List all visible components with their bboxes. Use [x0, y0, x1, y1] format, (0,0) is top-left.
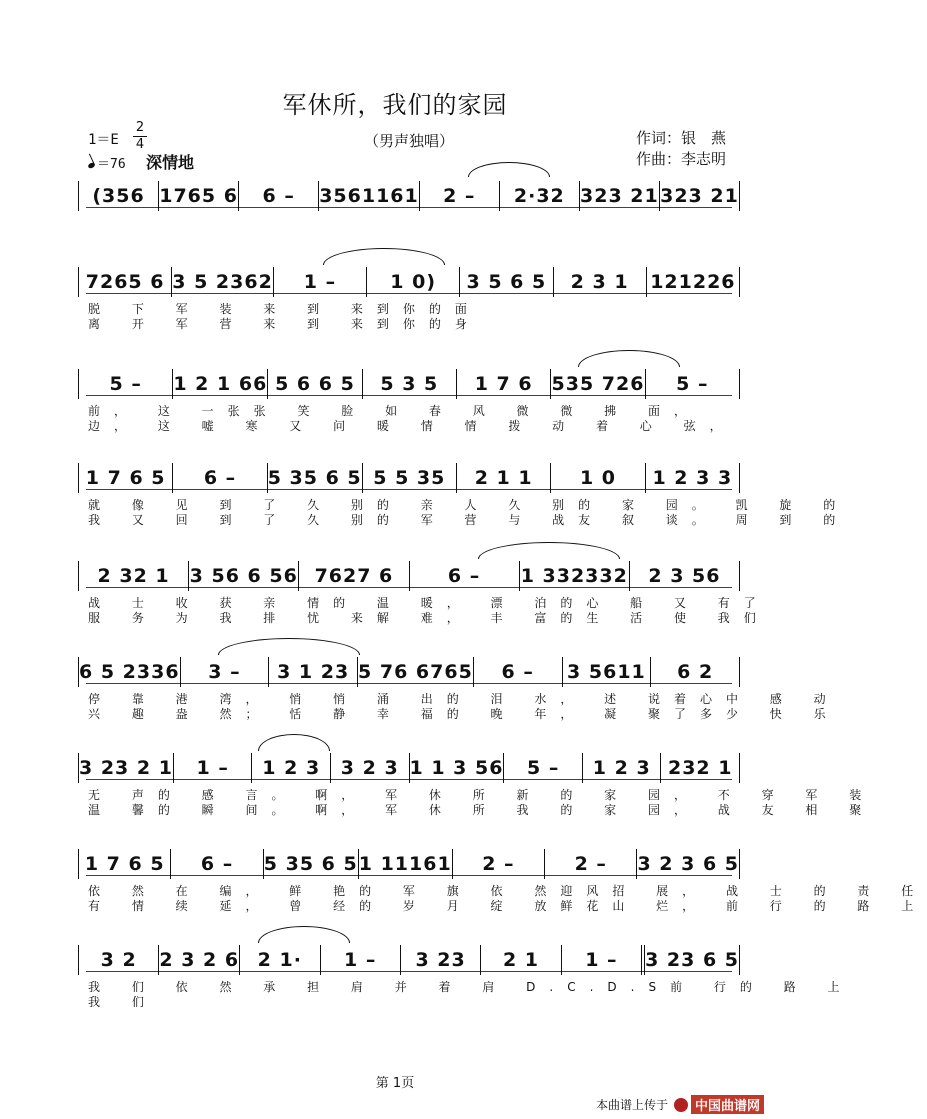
beam-line — [86, 971, 732, 972]
measure-row — [78, 748, 740, 788]
measure-row — [78, 176, 740, 216]
measure: 7265 6 — [78, 267, 172, 297]
measure: 5 – — [646, 369, 740, 399]
measure: 2 32 1 — [78, 561, 189, 591]
measure: 1 7 6 5 — [78, 463, 173, 493]
measure: 1 0 — [551, 463, 645, 493]
measure-row — [78, 262, 740, 302]
lyrics-verse-1: 依 然 在 编， 鲜 艳的 军 旗 依 然迎风招 展， 战 士 的 责 任 — [88, 884, 927, 898]
measure: 1 2 1 66 — [173, 369, 268, 399]
beam-line — [86, 207, 732, 208]
measure: 3 5 2362 — [172, 267, 274, 297]
score-system-9 — [78, 940, 854, 1020]
slur — [578, 350, 680, 367]
measure: 3 23 6 5 — [645, 945, 740, 975]
measure: 7627 6 — [299, 561, 409, 591]
beam-line — [86, 395, 732, 396]
expression-marking: 深情地 — [146, 153, 195, 172]
measure: 6 – — [474, 657, 563, 687]
measure-row — [78, 458, 740, 498]
quarter-note-icon — [87, 162, 95, 169]
beam-line — [86, 875, 732, 876]
measure: 1 11161 — [359, 849, 453, 879]
slur — [323, 248, 445, 265]
score-system-5 — [78, 556, 770, 636]
measure: 1 – — [321, 945, 401, 975]
measure: 2·32 — [500, 181, 580, 211]
measure: 3 2 — [78, 945, 159, 975]
performance-type: （男声独唱） — [364, 132, 455, 150]
measure: 6 – — [171, 849, 263, 879]
beam-line — [86, 293, 732, 294]
beam-line — [86, 683, 732, 684]
measure: 3 – — [181, 657, 270, 687]
measure-row — [78, 364, 740, 404]
beam-line — [86, 587, 732, 588]
lyrics-verse-2: 有 情 续 延， 曾 经的 岁 月 绽 放鲜花山 烂， 前 行 的 路 上 — [88, 899, 927, 913]
measure: 1 2 3 3 — [646, 463, 740, 493]
lyrics-verse-2: 边， 这 嘘 寒 又 问 暖 情 情 拨 动 着 心 弦， — [88, 419, 736, 433]
slur — [258, 926, 350, 943]
measure-row — [78, 556, 740, 596]
measure: 121226 — [647, 267, 740, 297]
lyrics-verse-2: 离 开 军 营 来 到 来到你的身 — [88, 317, 481, 331]
measure: 2 3 2 6 — [159, 945, 240, 975]
measure: 5 35 6 5 — [268, 463, 363, 493]
measure: 3 5611 — [563, 657, 652, 687]
measure: 5 35 6 5 — [264, 849, 359, 879]
measure: 2 1· — [240, 945, 320, 975]
measure: 5 6 6 5 — [268, 369, 362, 399]
lyrics-verse-1: 脱 下 军 装 来 到 来到你的面 — [88, 302, 481, 316]
lyricist: 作词：银 燕 — [636, 129, 727, 147]
measure: 2 3 1 — [554, 267, 647, 297]
measure-row — [78, 652, 740, 692]
upload-text: 本曲谱上传于 — [596, 1098, 669, 1112]
composer: 作曲：李志明 — [636, 150, 727, 168]
measure: 5 – — [78, 369, 173, 399]
lyrics-verse-2: 温 馨的 瞬 间。 啊， 军 休 所 我 的 家 园， 战 友 相 聚 — [88, 803, 876, 817]
score-system-7 — [78, 748, 876, 828]
lyrics-verse-1: 战 士 收 获 亲 情的 温 暖， 漂 泊的心 船 又 有了 — [88, 596, 770, 610]
measure: 1 7 6 5 — [78, 849, 171, 879]
measure: 6 5 2336 — [78, 657, 181, 687]
measure: 2 1 — [481, 945, 561, 975]
measure: 1 2 3 — [583, 753, 662, 783]
upload-credit — [596, 1095, 764, 1114]
lyrics-verse-1: 停 靠 港 湾， 悄 悄 涌 出的 泪 水， 述 说着心中 感 动 — [88, 692, 840, 706]
measure: 3 5 6 5 — [460, 267, 553, 297]
measure: 3 23 2 1 — [78, 753, 174, 783]
slur — [468, 162, 550, 177]
measure: 535 726 — [551, 369, 645, 399]
measure: 2 – — [420, 181, 500, 211]
measure: 1 2 3 — [252, 753, 331, 783]
lyrics-verse-2: 服 务 为 我 排 忧 来解 难， 丰 富的生 活 使 我们 — [88, 611, 770, 625]
measure-row — [78, 940, 740, 980]
lyrics-verse-1: 就 像 见 到 了 久 别的 亲 人 久 别的 家 园。 凯 旋 的 — [88, 498, 850, 512]
measure: (356 — [78, 181, 159, 211]
page-number: 第 1页 — [375, 1076, 415, 1091]
measure: 5 – — [504, 753, 583, 783]
score-system-4 — [78, 458, 850, 538]
time-signature — [133, 120, 147, 153]
measure: 323 21 — [660, 181, 740, 211]
measure: 3 2 3 — [331, 753, 410, 783]
measure: 2 3 56 — [630, 561, 740, 591]
song-title: 军休所，我们的家园 — [282, 91, 508, 119]
lyrics-verse-2: 我 们 — [88, 995, 158, 1009]
score-system-6 — [78, 652, 840, 732]
site-logo-icon — [674, 1098, 688, 1112]
site-logo[interactable] — [674, 1095, 764, 1114]
beam-line — [86, 489, 732, 490]
measure: 1 7 6 — [457, 369, 551, 399]
measure: 5 3 5 — [363, 369, 457, 399]
beam-line — [86, 779, 732, 780]
measure: 1 1 3 56 — [410, 753, 505, 783]
measure: 232 1 — [661, 753, 740, 783]
measure: 2 – — [545, 849, 637, 879]
measure: 6 2 — [651, 657, 740, 687]
measure: 1 0) — [367, 267, 460, 297]
slur — [258, 734, 330, 751]
measure: 3 1 23 — [269, 657, 358, 687]
measure: 323 21 — [580, 181, 660, 211]
lyrics-verse-2: 我 又 回 到 了 久 别的 军 营 与 战友 叙 谈。 周 到 的 — [88, 513, 850, 527]
measure: 1 – — [562, 945, 645, 975]
measure: 1 332332 — [520, 561, 630, 591]
lyrics-verse-2: 兴 趣 盎 然； 恬 静 幸 福的 晚 年， 凝 聚了多少 快 乐 — [88, 707, 840, 721]
measure: 3561161 — [319, 181, 420, 211]
key-signature: 1＝E — [88, 132, 119, 148]
score-system-1 — [78, 176, 740, 246]
measure: 6 – — [410, 561, 520, 591]
credits — [636, 128, 726, 170]
measure: 6 – — [239, 181, 319, 211]
tempo-value: ＝76 — [97, 157, 126, 172]
tempo-marking — [88, 153, 126, 172]
score-system-8 — [78, 844, 927, 924]
measure: 2 1 1 — [457, 463, 551, 493]
measure: 3 2 3 6 5 — [637, 849, 740, 879]
slur — [218, 638, 360, 655]
score-system-3 — [78, 364, 740, 444]
score-system-2 — [78, 262, 740, 342]
measure: 3 23 — [401, 945, 481, 975]
measure: 1765 6 — [159, 181, 239, 211]
measure: 2 – — [453, 849, 545, 879]
lyrics-verse-1: 无 声的 感 言。 啊， 军 休 所 新 的 家 园， 不 穿 军 装 — [88, 788, 876, 802]
measure: 1 – — [174, 753, 253, 783]
measure: 5 76 6765 — [358, 657, 474, 687]
lyrics-verse-1: 前， 这 一张张 笑 脸 如 春 风 微 微 拂 面， — [88, 404, 700, 418]
measure-row — [78, 844, 740, 884]
meter-top: 2 — [135, 120, 145, 135]
lyrics-verse-1: 我 们 依 然 承 担 肩 并 着 肩 D.C.D.S前 行的 路 上 — [88, 980, 854, 994]
measure: 1 – — [274, 267, 367, 297]
measure: 5 5 35 — [363, 463, 457, 493]
meter-bottom: 4 — [133, 136, 147, 153]
slur — [478, 542, 620, 559]
site-name: 中国曲谱网 — [691, 1095, 764, 1114]
measure: 3 56 6 56 — [189, 561, 299, 591]
measure: 6 – — [173, 463, 267, 493]
